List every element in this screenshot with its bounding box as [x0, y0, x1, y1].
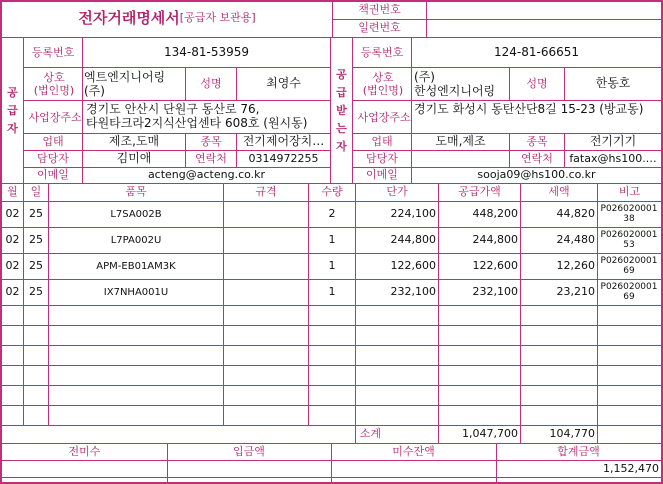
supplier-side-label: 공급자 — [7, 85, 18, 135]
supplier-contact-label: 연락처 — [195, 151, 227, 165]
col-month-header: 월 — [7, 185, 18, 199]
col-unit-price-header: 단가 — [386, 185, 408, 199]
row-spec — [224, 280, 308, 305]
col-item-header: 품목 — [125, 185, 147, 199]
supplier-address-label: 사업장주소 — [28, 110, 82, 124]
supplier-name: 최영수 — [266, 76, 301, 91]
col-spec-header: 규격 — [255, 185, 277, 199]
row-qty: 1 — [328, 259, 336, 273]
row-tax: 24,480 — [556, 233, 595, 247]
supplier-email: acteng@acteng.co.kr — [147, 168, 266, 182]
supplier-manager-label: 담당자 — [37, 151, 69, 165]
row-tax: 12,260 — [556, 259, 595, 273]
row-remark: P02602000169 — [600, 282, 658, 302]
row-qty: 2 — [328, 207, 336, 221]
col-qty-header: 수량 — [321, 185, 343, 199]
receiver-name: 한동호 — [595, 76, 631, 91]
row-qty: 1 — [328, 285, 336, 299]
title-text: 전자거래명세서 — [78, 9, 180, 28]
book-number-label: 책권번호 — [358, 3, 401, 17]
row-supply-amount: 232,100 — [472, 285, 518, 299]
supplier-reg-no: 134-81-53959 — [163, 44, 249, 59]
row-spec — [224, 254, 308, 279]
receiver-business-type-label: 업태 — [371, 134, 393, 148]
receiver-reg-no-label: 등록번호 — [360, 46, 404, 59]
book-number-value — [427, 2, 661, 19]
row-tax: 23,210 — [556, 285, 595, 299]
receiver-address: 경기도 화성시 동탄산단8길 15-23 (방교동) — [414, 102, 644, 116]
remaining-value — [332, 461, 494, 477]
row-remark: P02602000169 — [600, 256, 658, 276]
receiver-side-label: 공급받는자 — [336, 67, 347, 153]
receiver-manager — [412, 151, 509, 167]
col-day-header: 일 — [30, 185, 42, 199]
receiver-reg-no: 124-81-66651 — [493, 44, 579, 59]
row-spec — [224, 228, 308, 253]
receiver-name-label: 성명 — [526, 76, 548, 90]
row-day: 25 — [29, 233, 43, 247]
supplier-contact: 0314972255 — [248, 151, 319, 165]
supplier-address: 경기도 안산시 단원구 동산로 76, 타원타크라2지식산업센타 608호 (원시동) — [86, 102, 308, 130]
row-supply-amount: 244,800 — [472, 233, 518, 247]
row-qty: 1 — [328, 233, 336, 247]
received-label: 입금액 — [233, 444, 265, 458]
row-unit-price: 244,800 — [390, 233, 436, 247]
receiver-email: sooja09@hs100.co.kr — [477, 168, 596, 182]
col-tax-header: 세액 — [548, 185, 570, 199]
supplier-company-label: 상호(법인명) — [33, 71, 75, 97]
receiver-business-type: 도매,제조 — [435, 134, 486, 149]
receiver-contact-label: 연락처 — [521, 151, 553, 165]
prev-balance-label: 전미수 — [68, 444, 101, 458]
title-subtitle: [공급자 보관용] — [179, 11, 256, 25]
supplier-business-item: 전기제어장치… — [242, 134, 325, 149]
receiver-business-item: 전기기기 — [589, 134, 637, 149]
receiver-contact: fatax@hs100.… — [569, 151, 657, 165]
receiver-business-item-label: 종목 — [526, 134, 548, 148]
serial-number-label: 일련번호 — [358, 21, 401, 35]
row-month: 02 — [5, 285, 20, 299]
supplier-name-label: 성명 — [200, 76, 222, 90]
total-label: 합계금액 — [557, 444, 600, 458]
supplier-email-label: 이메일 — [37, 168, 69, 182]
receiver-email-label: 이메일 — [366, 168, 398, 182]
document-title — [2, 2, 332, 35]
row-spec — [224, 202, 308, 227]
subtotal-supply-amount: 1,047,700 — [462, 427, 518, 441]
remaining-label: 미수잔액 — [392, 444, 435, 458]
prev-balance-value — [2, 461, 165, 477]
supplier-reg-no-label: 등록번호 — [31, 46, 75, 59]
row-unit-price: 232,100 — [390, 285, 436, 299]
row-month: 02 — [5, 207, 20, 221]
row-remark: P02602000153 — [600, 230, 658, 250]
received-value — [168, 461, 329, 477]
subtotal-label: 소계 — [359, 427, 381, 441]
row-supply-amount: 448,200 — [472, 207, 518, 221]
row-unit-price: 224,100 — [390, 207, 436, 221]
supplier-business-type: 제조,도매 — [108, 134, 160, 149]
subtotal-tax: 104,770 — [549, 427, 595, 441]
supplier-manager: 김미애 — [116, 151, 152, 166]
row-tax: 44,820 — [556, 207, 595, 221]
row-item: L7SA002B — [110, 209, 162, 220]
receiver-manager-label: 담당자 — [366, 151, 398, 165]
receiver-address-label: 사업장주소 — [357, 110, 411, 124]
row-month: 02 — [5, 233, 20, 247]
row-item: IX7NHA001U — [103, 287, 169, 298]
supplier-business-type-label: 업태 — [42, 134, 64, 148]
row-day: 25 — [29, 285, 43, 299]
receiver-company-label: 상호(법인명) — [362, 71, 404, 97]
col-remark-header: 비고 — [618, 185, 641, 199]
supplier-business-item-label: 종목 — [200, 134, 222, 148]
row-month: 02 — [5, 259, 20, 273]
row-item: L7PA002U — [110, 235, 162, 246]
row-supply-amount: 122,600 — [472, 259, 518, 273]
col-supply-amount-header: 공급가액 — [458, 185, 501, 199]
total-value: 1,152,470 — [603, 461, 659, 475]
row-unit-price: 122,600 — [390, 259, 436, 273]
row-item: APM-EB01AM3K — [96, 261, 176, 272]
serial-number-value — [427, 20, 661, 37]
row-remark: P02602000138 — [600, 204, 658, 224]
supplier-company: 엑트엔지니어링(주) — [84, 70, 166, 98]
row-day: 25 — [29, 207, 43, 221]
row-day: 25 — [29, 259, 43, 273]
receiver-company: (주)한성엔지니어링 — [414, 70, 496, 98]
